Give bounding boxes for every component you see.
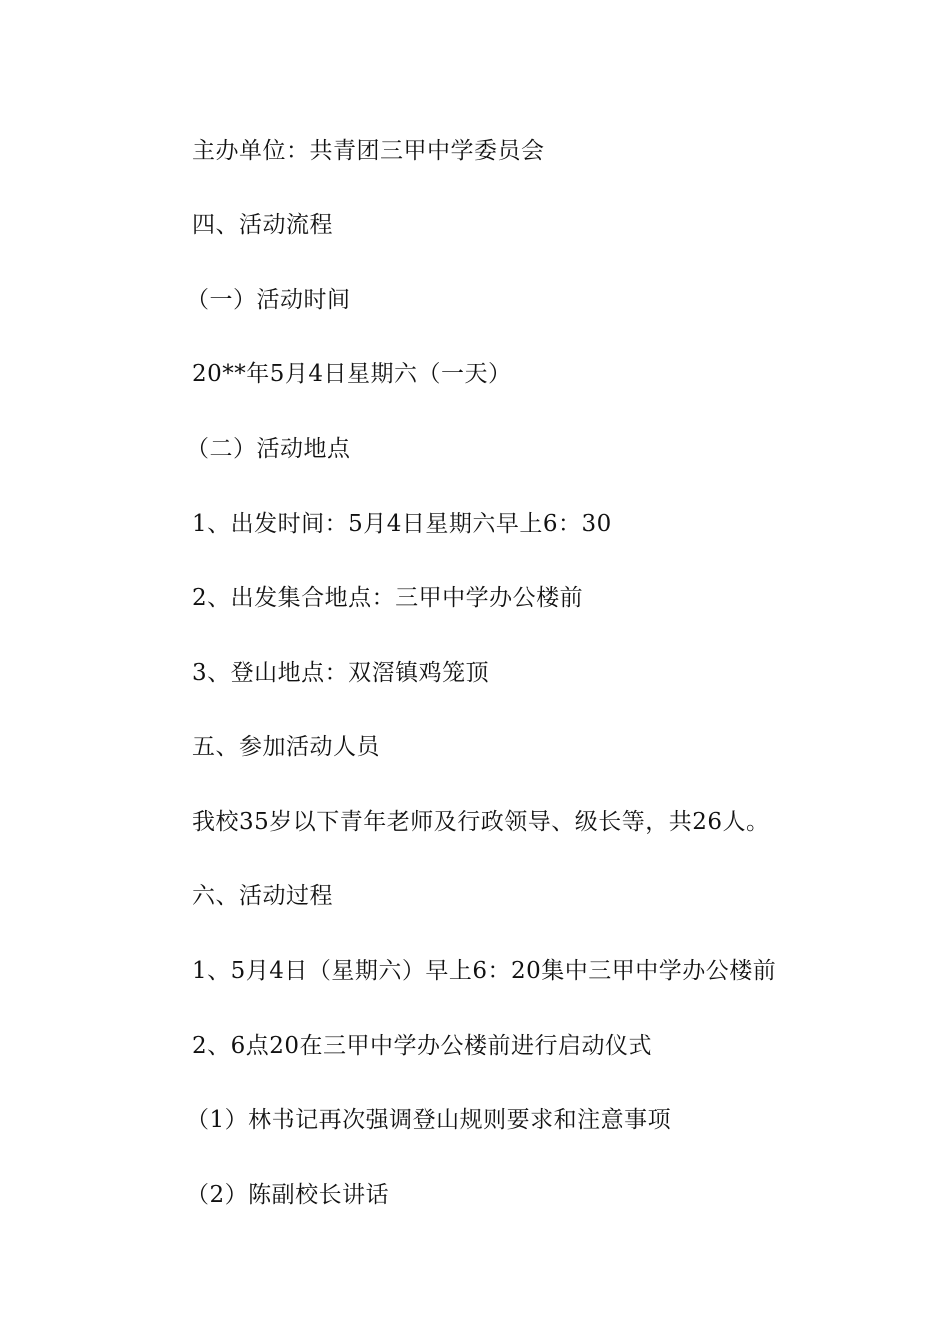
activity-step-1: 1、5月4日（星期六）早上6：20集中三甲中学办公楼前 — [192, 958, 777, 984]
assembly-place-line: 2、出发集合地点：三甲中学办公楼前 — [192, 585, 584, 611]
subsection-heading-location: （二）活动地点 — [186, 436, 351, 462]
section-heading-activity: 六、活动过程 — [192, 883, 333, 909]
activity-substep-1: （1）林书记再次强调登山规则要求和注意事项 — [186, 1107, 672, 1133]
section-heading-process: 四、活动流程 — [192, 212, 333, 238]
departure-time-line: 1、出发时间：5月4日星期六早上6：30 — [192, 511, 612, 537]
activity-step-2: 2、6点20在三甲中学办公楼前进行启动仪式 — [192, 1033, 653, 1059]
activity-substep-2: （2）陈副校长讲话 — [186, 1182, 390, 1208]
organizer-line: 主办单位：共青团三甲中学委员会 — [192, 138, 545, 164]
hiking-place-line: 3、登山地点：双滘镇鸡笼顶 — [192, 660, 490, 686]
section-heading-participants: 五、参加活动人员 — [192, 734, 380, 760]
subsection-heading-time: （一）活动时间 — [186, 287, 351, 313]
participants-line: 我校35岁以下青年老师及行政领导、级长等，共26人。 — [192, 809, 770, 835]
event-date-line: 20**年5月4日星期六（一天） — [192, 361, 512, 387]
